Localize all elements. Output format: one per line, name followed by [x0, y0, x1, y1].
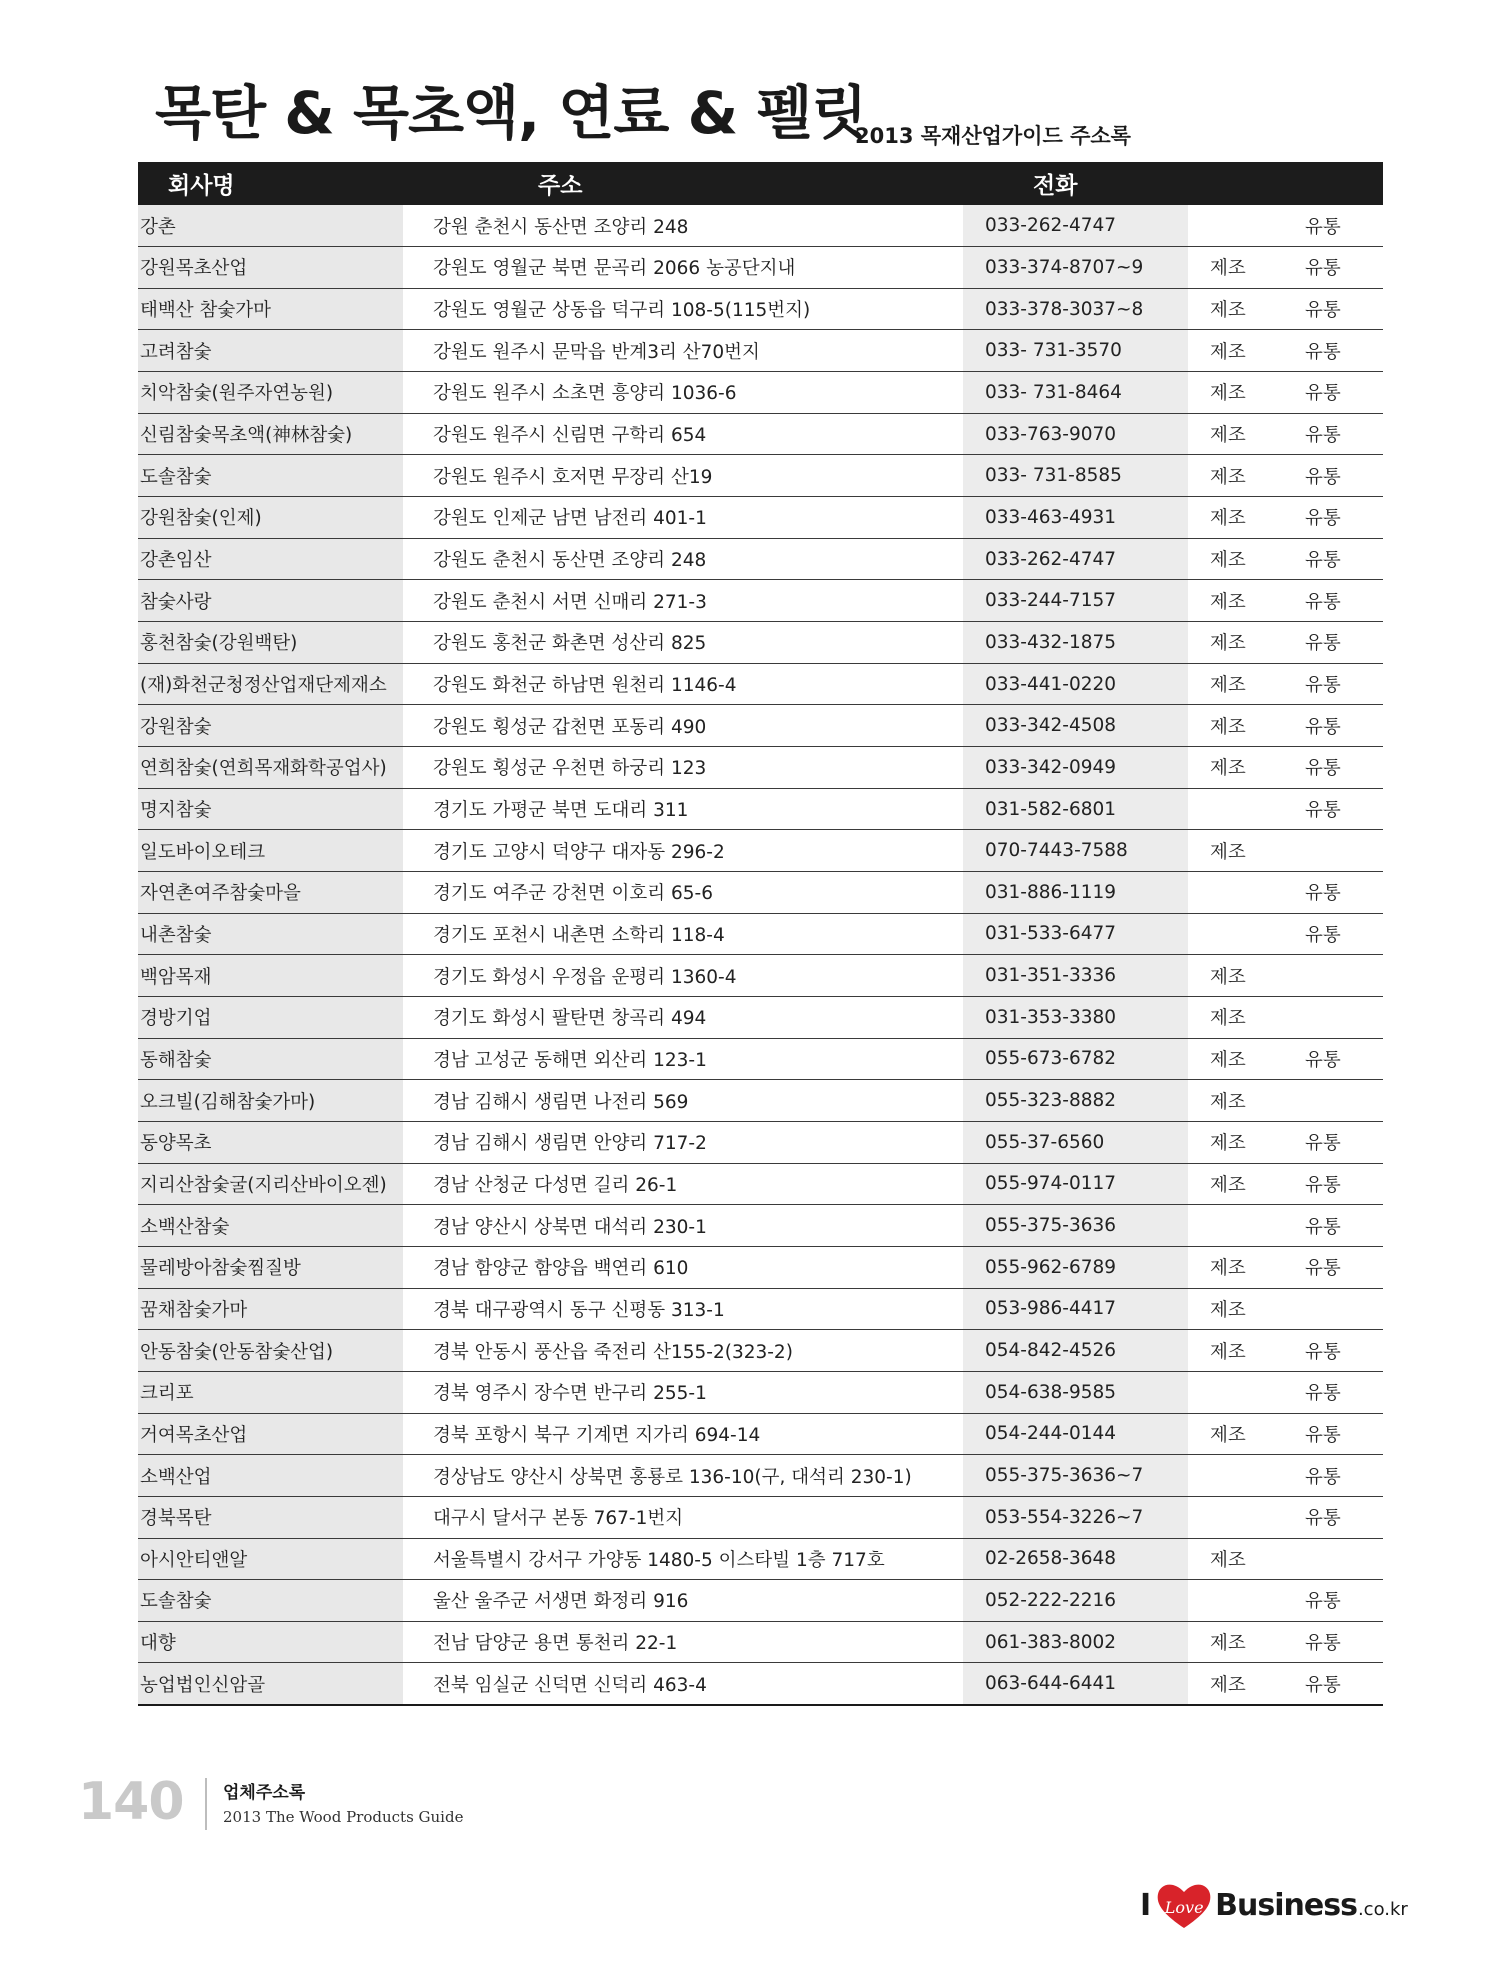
- table-row: [138, 1038, 1383, 1080]
- distribution-cell: 유통: [1283, 747, 1383, 789]
- manufacture-cell: 제조: [1188, 1538, 1283, 1580]
- table-row: [138, 872, 1383, 914]
- table-row: [138, 747, 1383, 789]
- address-cell: 강원도 원주시 호저면 무장리 산19: [403, 455, 963, 497]
- column-header-phone: 전화: [963, 162, 1383, 205]
- address-cell: 경기도 화성시 팔탄면 창곡리 494: [403, 996, 963, 1038]
- company-name-cell: 강촌: [138, 205, 403, 247]
- distribution-cell: 유통: [1283, 1496, 1383, 1538]
- distribution-cell: 유통: [1283, 455, 1383, 497]
- company-name-cell: 명지참숯: [138, 788, 403, 830]
- table-row: [138, 497, 1383, 539]
- manufacture-cell: [1188, 1205, 1283, 1247]
- table-header-row: [138, 162, 1383, 205]
- company-name-cell: 연희참숯(연희목재화학공업사): [138, 747, 403, 789]
- distribution-cell: 유통: [1283, 1621, 1383, 1663]
- company-name-cell: 치악참숯(원주자연농원): [138, 372, 403, 414]
- phone-cell: 033-378-3037~8: [963, 288, 1188, 330]
- manufacture-cell: 제조: [1188, 1246, 1283, 1288]
- company-name-cell: 소백산업: [138, 1455, 403, 1497]
- phone-cell: 054-638-9585: [963, 1371, 1188, 1413]
- company-name-cell: 동해참숯: [138, 1038, 403, 1080]
- address-cell: 서울특별시 강서구 가양동 1480-5 이스타빌 1층 717호: [403, 1538, 963, 1580]
- phone-cell: 031-533-6477: [963, 913, 1188, 955]
- address-cell: 경기도 포천시 내촌면 소학리 118-4: [403, 913, 963, 955]
- phone-cell: 031-886-1119: [963, 872, 1188, 914]
- address-cell: 강원 춘천시 동산면 조양리 248: [403, 205, 963, 247]
- phone-cell: 054-244-0144: [963, 1413, 1188, 1455]
- phone-cell: 033- 731-3570: [963, 330, 1188, 372]
- phone-cell: 055-375-3636~7: [963, 1455, 1188, 1497]
- page-number: 140: [78, 1772, 184, 1832]
- manufacture-cell: 제조: [1188, 1663, 1283, 1705]
- table-row: [138, 996, 1383, 1038]
- address-cell: 경기도 고양시 덕양구 대자동 296-2: [403, 830, 963, 872]
- table-row: [138, 955, 1383, 997]
- address-cell: 경상남도 양산시 상북면 홍룡로 136-10(구, 대석리 230-1): [403, 1455, 963, 1497]
- distribution-cell: 유통: [1283, 1413, 1383, 1455]
- manufacture-cell: [1188, 1455, 1283, 1497]
- table-row: [138, 1288, 1383, 1330]
- address-cell: 강원도 영월군 북면 문곡리 2066 농공단지내: [403, 247, 963, 289]
- manufacture-cell: 제조: [1188, 497, 1283, 539]
- address-cell: 강원도 횡성군 우천면 하궁리 123: [403, 747, 963, 789]
- company-name-cell: 대향: [138, 1621, 403, 1663]
- phone-cell: 033-763-9070: [963, 413, 1188, 455]
- table-row: [138, 1080, 1383, 1122]
- manufacture-cell: 제조: [1188, 413, 1283, 455]
- manufacture-cell: 제조: [1188, 288, 1283, 330]
- phone-cell: 055-37-6560: [963, 1121, 1188, 1163]
- table-row: [138, 1246, 1383, 1288]
- distribution-cell: [1283, 955, 1383, 997]
- logo-business: Business: [1215, 1887, 1357, 1923]
- distribution-cell: 유통: [1283, 1455, 1383, 1497]
- distribution-cell: 유통: [1283, 705, 1383, 747]
- distribution-cell: [1283, 830, 1383, 872]
- address-cell: 경기도 가평군 북면 도대리 311: [403, 788, 963, 830]
- address-cell: 경남 함양군 함양읍 백연리 610: [403, 1246, 963, 1288]
- distribution-cell: 유통: [1283, 247, 1383, 289]
- phone-cell: 033-441-0220: [963, 663, 1188, 705]
- phone-cell: 031-351-3336: [963, 955, 1188, 997]
- address-cell: 경남 산청군 다성면 길리 26-1: [403, 1163, 963, 1205]
- phone-cell: 033-262-4747: [963, 205, 1188, 247]
- phone-cell: 055-673-6782: [963, 1038, 1188, 1080]
- distribution-cell: 유통: [1283, 538, 1383, 580]
- company-name-cell: 태백산 참숯가마: [138, 288, 403, 330]
- table-row: [138, 1580, 1383, 1622]
- column-header-address: 주소: [403, 162, 963, 205]
- manufacture-cell: 제조: [1188, 830, 1283, 872]
- company-name-cell: 홍천참숯(강원백탄): [138, 622, 403, 664]
- manufacture-cell: 제조: [1188, 705, 1283, 747]
- table-row: [138, 1163, 1383, 1205]
- company-name-cell: 강원참숯: [138, 705, 403, 747]
- table-row: [138, 1205, 1383, 1247]
- table-row: [138, 580, 1383, 622]
- phone-cell: 033-262-4747: [963, 538, 1188, 580]
- phone-cell: 033-342-0949: [963, 747, 1188, 789]
- phone-cell: 061-383-8002: [963, 1621, 1188, 1663]
- phone-cell: 063-644-6441: [963, 1663, 1188, 1705]
- company-name-cell: 자연촌여주참숯마을: [138, 872, 403, 914]
- manufacture-cell: 제조: [1188, 1163, 1283, 1205]
- address-cell: 강원도 춘천시 서면 신매리 271-3: [403, 580, 963, 622]
- phone-cell: 033-342-4508: [963, 705, 1188, 747]
- phone-cell: 033-463-4931: [963, 497, 1188, 539]
- address-cell: 경북 대구광역시 동구 신평동 313-1: [403, 1288, 963, 1330]
- table-row: [138, 372, 1383, 414]
- table-row: [138, 1538, 1383, 1580]
- phone-cell: 055-375-3636: [963, 1205, 1188, 1247]
- distribution-cell: 유통: [1283, 1663, 1383, 1705]
- manufacture-cell: 제조: [1188, 538, 1283, 580]
- table-row: [138, 788, 1383, 830]
- table-row: [138, 1496, 1383, 1538]
- ilovebusiness-logo: [1140, 1880, 1408, 1930]
- manufacture-cell: 제조: [1188, 1330, 1283, 1372]
- distribution-cell: 유통: [1283, 663, 1383, 705]
- manufacture-cell: 제조: [1188, 1121, 1283, 1163]
- table-row: [138, 1371, 1383, 1413]
- phone-cell: 033-374-8707~9: [963, 247, 1188, 289]
- phone-cell: 055-323-8882: [963, 1080, 1188, 1122]
- address-cell: 강원도 영월군 상동읍 덕구리 108-5(115번지): [403, 288, 963, 330]
- manufacture-cell: 제조: [1188, 455, 1283, 497]
- address-cell: 강원도 횡성군 갑천면 포동리 490: [403, 705, 963, 747]
- manufacture-cell: [1188, 1580, 1283, 1622]
- company-name-cell: 오크빌(김해참숯가마): [138, 1080, 403, 1122]
- table-row: [138, 205, 1383, 247]
- phone-cell: 055-974-0117: [963, 1163, 1188, 1205]
- manufacture-cell: 제조: [1188, 622, 1283, 664]
- logo-i: I: [1140, 1887, 1152, 1923]
- manufacture-cell: 제조: [1188, 247, 1283, 289]
- manufacture-cell: 제조: [1188, 580, 1283, 622]
- company-name-cell: 거여목초산업: [138, 1413, 403, 1455]
- table-row: [138, 1663, 1383, 1705]
- address-cell: 경남 양산시 상북면 대석리 230-1: [403, 1205, 963, 1247]
- distribution-cell: [1283, 996, 1383, 1038]
- footer-divider: [205, 1778, 207, 1830]
- address-cell: 경기도 화성시 우정읍 운평리 1360-4: [403, 955, 963, 997]
- distribution-cell: 유통: [1283, 788, 1383, 830]
- footer-guide-title: 2013 The Wood Products Guide: [223, 1808, 464, 1826]
- company-name-cell: 지리산참숯굴(지리산바이오젠): [138, 1163, 403, 1205]
- logo-tld: .co.kr: [1357, 1898, 1408, 1920]
- company-name-cell: 경방기업: [138, 996, 403, 1038]
- table-row: [138, 1121, 1383, 1163]
- manufacture-cell: [1188, 1496, 1283, 1538]
- distribution-cell: 유통: [1283, 372, 1383, 414]
- address-cell: 경북 포항시 북구 기계면 지가리 694-14: [403, 1413, 963, 1455]
- distribution-cell: 유통: [1283, 913, 1383, 955]
- distribution-cell: [1283, 1080, 1383, 1122]
- table-row: [138, 622, 1383, 664]
- address-cell: 경북 영주시 장수면 반구리 255-1: [403, 1371, 963, 1413]
- table-row: [138, 330, 1383, 372]
- distribution-cell: 유통: [1283, 1038, 1383, 1080]
- table-row: [138, 830, 1383, 872]
- company-name-cell: 강원참숯(인제): [138, 497, 403, 539]
- company-name-cell: 소백산참숯: [138, 1205, 403, 1247]
- address-cell: 울산 울주군 서생면 화정리 916: [403, 1580, 963, 1622]
- directory-table: [138, 162, 1383, 1706]
- table-row: [138, 705, 1383, 747]
- distribution-cell: 유통: [1283, 580, 1383, 622]
- address-cell: 강원도 원주시 소초면 흥양리 1036-6: [403, 372, 963, 414]
- page-title: 목탄 & 목초액, 연료 & 펠릿: [155, 79, 867, 147]
- distribution-cell: 유통: [1283, 330, 1383, 372]
- manufacture-cell: [1188, 872, 1283, 914]
- address-cell: 강원도 화천군 하남면 원천리 1146-4: [403, 663, 963, 705]
- table-row: [138, 538, 1383, 580]
- phone-cell: 054-842-4526: [963, 1330, 1188, 1372]
- distribution-cell: 유통: [1283, 288, 1383, 330]
- distribution-cell: 유통: [1283, 1121, 1383, 1163]
- distribution-cell: [1283, 1538, 1383, 1580]
- address-cell: 전북 임실군 신덕면 신덕리 463-4: [403, 1663, 963, 1705]
- company-name-cell: 신림참숯목초액(神林참숯): [138, 413, 403, 455]
- phone-cell: 033- 731-8464: [963, 372, 1188, 414]
- phone-cell: 033-432-1875: [963, 622, 1188, 664]
- table-row: [138, 413, 1383, 455]
- company-name-cell: 강원목초산업: [138, 247, 403, 289]
- address-cell: 강원도 인제군 남면 남전리 401-1: [403, 497, 963, 539]
- address-cell: 강원도 원주시 신림면 구학리 654: [403, 413, 963, 455]
- distribution-cell: 유통: [1283, 1163, 1383, 1205]
- distribution-cell: 유통: [1283, 1330, 1383, 1372]
- manufacture-cell: 제조: [1188, 1038, 1283, 1080]
- table-row: [138, 1621, 1383, 1663]
- phone-cell: 053-554-3226~7: [963, 1496, 1188, 1538]
- manufacture-cell: 제조: [1188, 1080, 1283, 1122]
- company-name-cell: 도솔참숯: [138, 1580, 403, 1622]
- heart-icon: [1155, 1880, 1213, 1930]
- table-row: [138, 455, 1383, 497]
- table-row: [138, 247, 1383, 289]
- phone-cell: 02-2658-3648: [963, 1538, 1188, 1580]
- company-name-cell: 도솔참숯: [138, 455, 403, 497]
- address-cell: 전남 담양군 용면 통천리 22-1: [403, 1621, 963, 1663]
- manufacture-cell: [1188, 788, 1283, 830]
- manufacture-cell: 제조: [1188, 330, 1283, 372]
- distribution-cell: 유통: [1283, 1205, 1383, 1247]
- company-name-cell: 농업법인신암골: [138, 1663, 403, 1705]
- phone-cell: 033-244-7157: [963, 580, 1188, 622]
- logo-love: Love: [1164, 1897, 1204, 1917]
- company-name-cell: 크리포: [138, 1371, 403, 1413]
- manufacture-cell: 제조: [1188, 1413, 1283, 1455]
- manufacture-cell: 제조: [1188, 663, 1283, 705]
- company-name-cell: 참숯사랑: [138, 580, 403, 622]
- manufacture-cell: [1188, 1371, 1283, 1413]
- address-cell: 경남 고성군 동해면 외산리 123-1: [403, 1038, 963, 1080]
- address-cell: 경남 김해시 생림면 안양리 717-2: [403, 1121, 963, 1163]
- table-row: [138, 663, 1383, 705]
- phone-cell: 070-7443-7588: [963, 830, 1188, 872]
- company-name-cell: 백암목재: [138, 955, 403, 997]
- company-name-cell: 고려참숯: [138, 330, 403, 372]
- phone-cell: 053-986-4417: [963, 1288, 1188, 1330]
- company-name-cell: 일도바이오테크: [138, 830, 403, 872]
- distribution-cell: [1283, 1288, 1383, 1330]
- table-row: [138, 1455, 1383, 1497]
- table-row: [138, 913, 1383, 955]
- table-row: [138, 288, 1383, 330]
- manufacture-cell: 제조: [1188, 1621, 1283, 1663]
- address-cell: 강원도 춘천시 동산면 조양리 248: [403, 538, 963, 580]
- company-name-cell: (재)화천군청정산업재단제재소: [138, 663, 403, 705]
- table-row: [138, 1330, 1383, 1372]
- company-name-cell: 동양목초: [138, 1121, 403, 1163]
- address-cell: 경기도 여주군 강천면 이호리 65-6: [403, 872, 963, 914]
- company-name-cell: 내촌참숯: [138, 913, 403, 955]
- manufacture-cell: [1188, 913, 1283, 955]
- address-cell: 경남 김해시 생림면 나전리 569: [403, 1080, 963, 1122]
- address-cell: 대구시 달서구 본동 767-1번지: [403, 1496, 963, 1538]
- manufacture-cell: 제조: [1188, 955, 1283, 997]
- distribution-cell: 유통: [1283, 205, 1383, 247]
- column-header-name: 회사명: [138, 162, 403, 205]
- manufacture-cell: [1188, 205, 1283, 247]
- phone-cell: 055-962-6789: [963, 1246, 1188, 1288]
- phone-cell: 033- 731-8585: [963, 455, 1188, 497]
- table-row: [138, 1413, 1383, 1455]
- distribution-cell: 유통: [1283, 872, 1383, 914]
- phone-cell: 052-222-2216: [963, 1580, 1188, 1622]
- address-cell: 강원도 홍천군 화촌면 성산리 825: [403, 622, 963, 664]
- manufacture-cell: 제조: [1188, 372, 1283, 414]
- page-subtitle: 2013 목재산업가이드 주소록: [855, 124, 1131, 148]
- address-cell: 강원도 원주시 문막읍 반계3리 산70번지: [403, 330, 963, 372]
- distribution-cell: 유통: [1283, 497, 1383, 539]
- manufacture-cell: 제조: [1188, 996, 1283, 1038]
- company-name-cell: 경북목탄: [138, 1496, 403, 1538]
- company-name-cell: 강촌임산: [138, 538, 403, 580]
- address-cell: 경북 안동시 풍산읍 죽전리 산155-2(323-2): [403, 1330, 963, 1372]
- table-body: [138, 205, 1383, 1705]
- phone-cell: 031-353-3380: [963, 996, 1188, 1038]
- phone-cell: 031-582-6801: [963, 788, 1188, 830]
- distribution-cell: 유통: [1283, 413, 1383, 455]
- company-name-cell: 안동참숯(안동참숯산업): [138, 1330, 403, 1372]
- company-name-cell: 물레방아참숯찜질방: [138, 1246, 403, 1288]
- distribution-cell: 유통: [1283, 1246, 1383, 1288]
- footer-section-label: 업체주소록: [223, 1783, 306, 1803]
- company-name-cell: 아시안티앤알: [138, 1538, 403, 1580]
- distribution-cell: 유통: [1283, 1580, 1383, 1622]
- distribution-cell: 유통: [1283, 1371, 1383, 1413]
- manufacture-cell: 제조: [1188, 1288, 1283, 1330]
- company-name-cell: 꿈채참숯가마: [138, 1288, 403, 1330]
- distribution-cell: 유통: [1283, 622, 1383, 664]
- manufacture-cell: 제조: [1188, 747, 1283, 789]
